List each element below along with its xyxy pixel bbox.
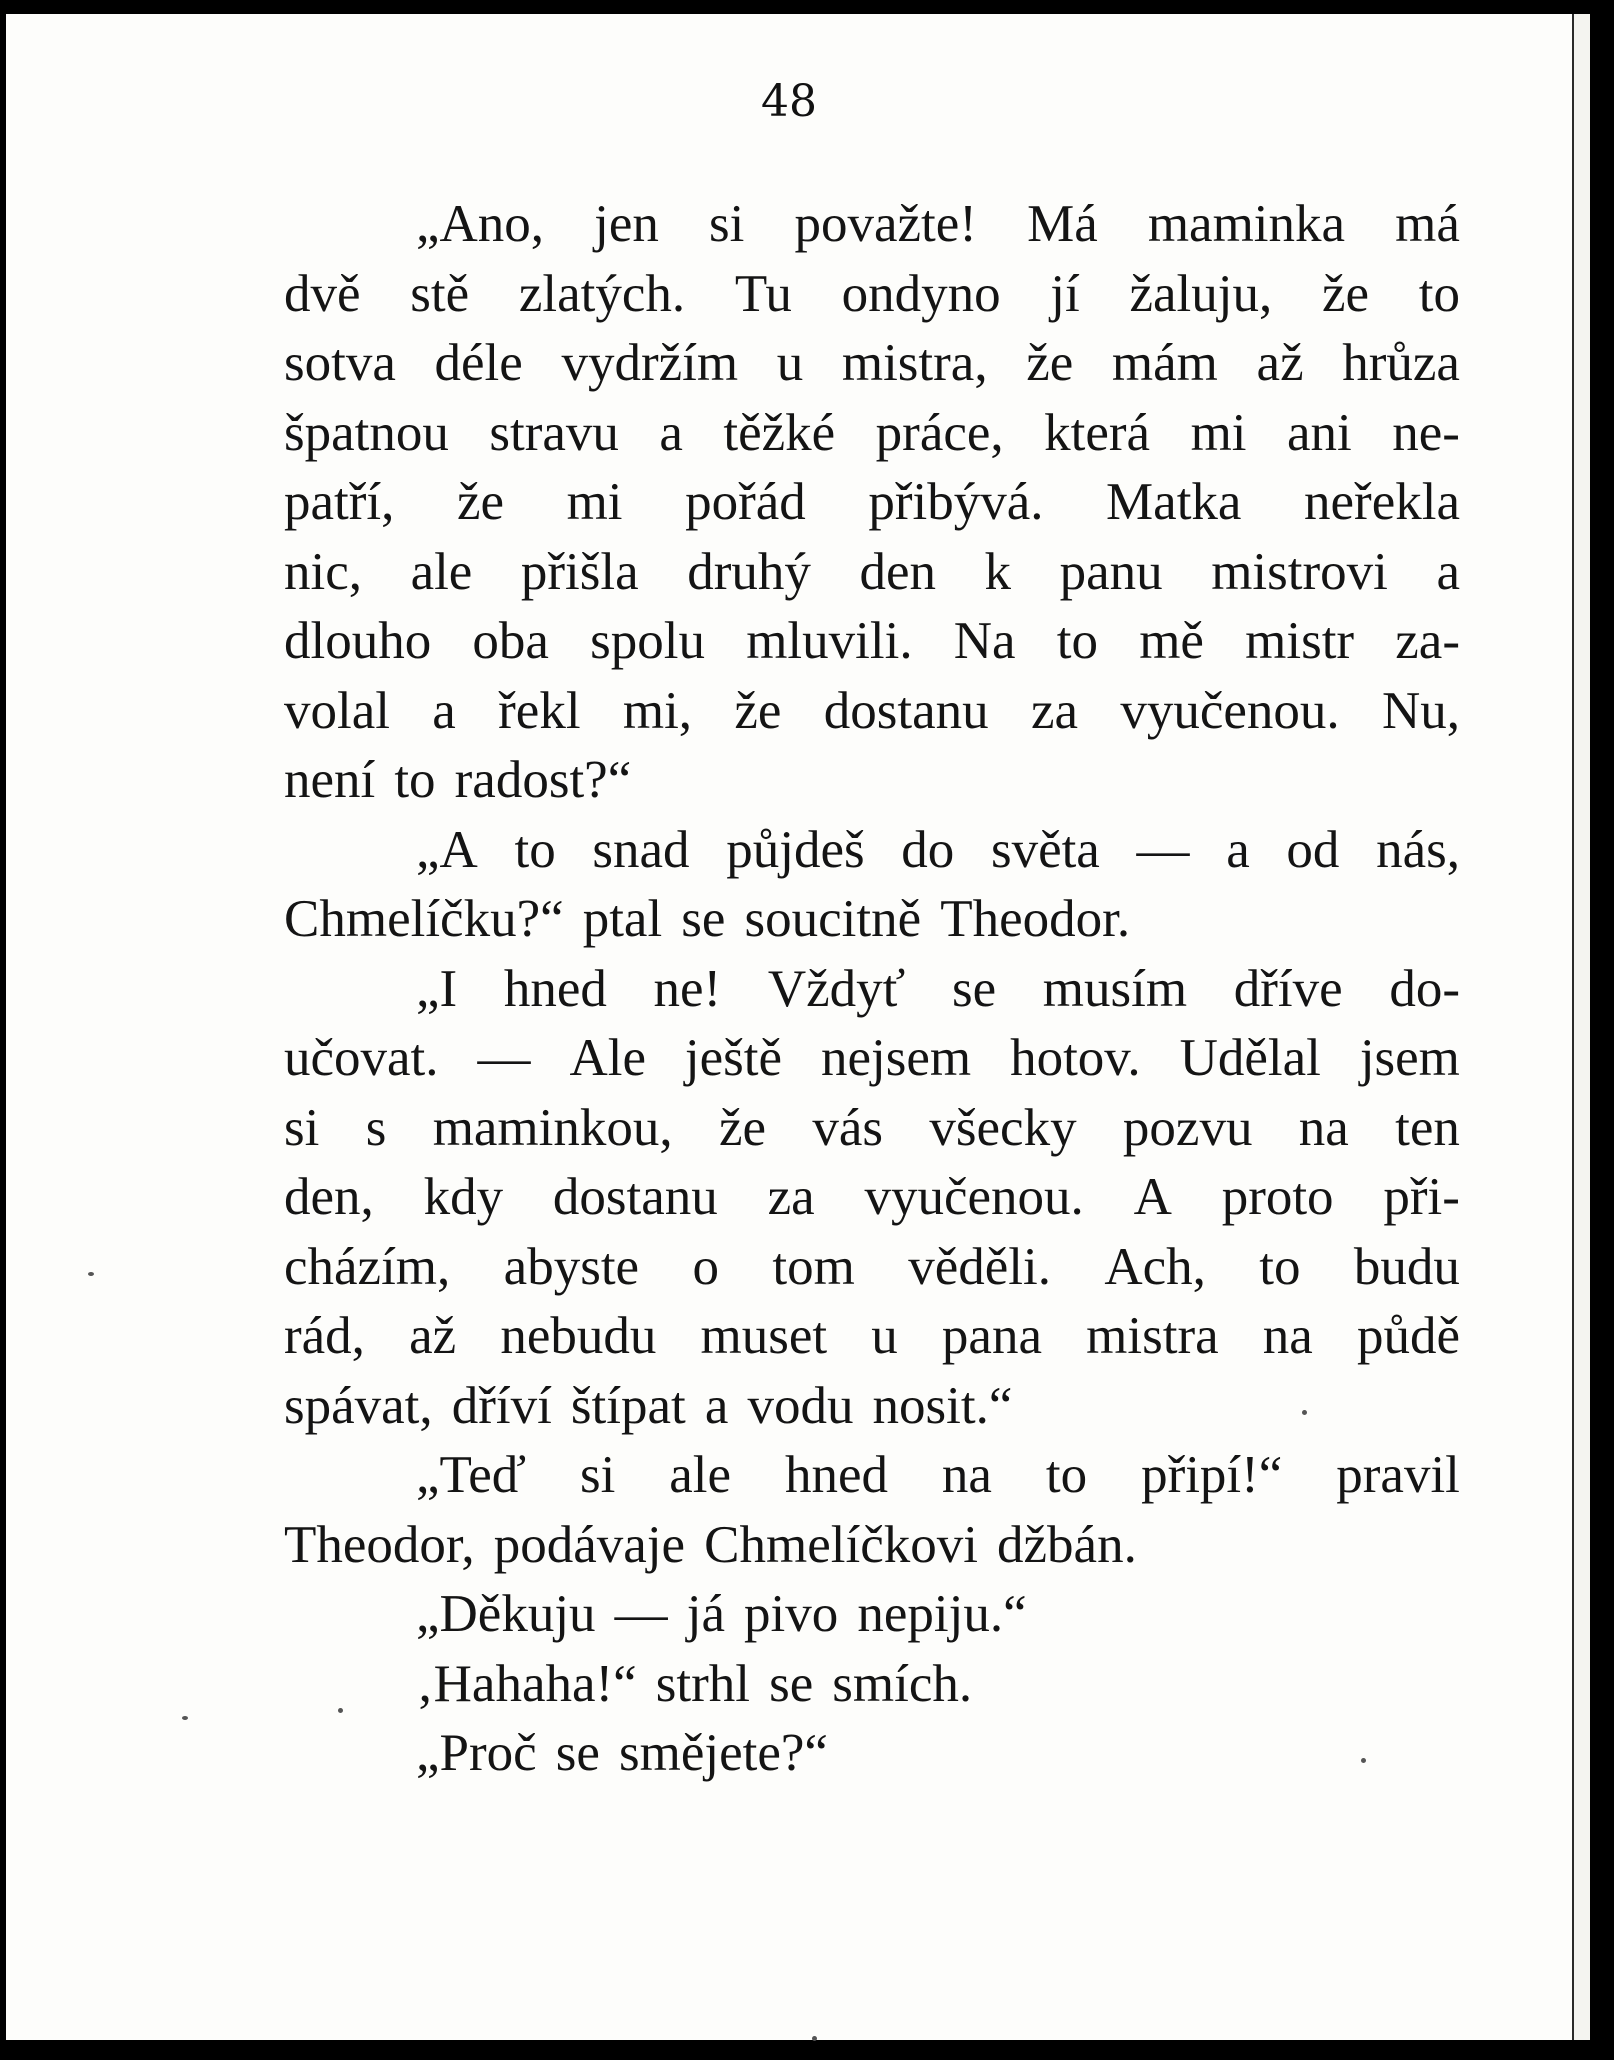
word: řekl: [498, 681, 581, 740]
word: ani: [1287, 403, 1352, 462]
body-text: [284, 190, 1460, 1789]
text-line: [284, 746, 1460, 816]
word: to: [1418, 264, 1460, 323]
word: radost?“: [454, 751, 632, 809]
scan-speck: [1302, 1410, 1307, 1415]
word: nás,: [1376, 820, 1460, 879]
word: „Proč: [416, 1724, 537, 1782]
word: že: [718, 1098, 767, 1157]
word: strhl: [655, 1654, 750, 1713]
word: ondyno: [841, 264, 1001, 323]
word: dříve: [1233, 959, 1343, 1018]
word: pozvu: [1122, 1098, 1253, 1157]
word: „Ano,: [416, 195, 545, 253]
word: půjdeš: [726, 820, 865, 879]
word: ne!: [653, 959, 722, 1018]
word: za-: [1395, 612, 1460, 670]
word: do: [901, 820, 955, 879]
word: musím: [1042, 959, 1188, 1018]
word: déle: [434, 334, 523, 392]
word: vás: [812, 1098, 884, 1157]
text-line: [284, 816, 1460, 886]
text-line: [284, 468, 1460, 538]
book-page: [6, 14, 1572, 2040]
word: a: [704, 1376, 729, 1435]
page-number: 48: [761, 76, 817, 127]
word: rád,: [284, 1307, 365, 1365]
word: „Děkuju: [416, 1585, 596, 1643]
word: že: [1026, 334, 1074, 392]
word: pana: [941, 1307, 1042, 1365]
text-line: [284, 1441, 1460, 1511]
word: jsem: [1359, 1029, 1460, 1087]
word: nebudu: [500, 1307, 657, 1365]
word: hrůza: [1342, 334, 1460, 392]
word: mistra,: [841, 334, 988, 392]
word: stravu: [489, 403, 619, 462]
word: pivo: [744, 1585, 839, 1643]
word: —: [477, 1029, 531, 1087]
word: se: [769, 1654, 814, 1713]
word: sotva: [284, 334, 396, 392]
word: ještě: [684, 1029, 783, 1087]
text-line: [284, 1024, 1460, 1094]
word: přibývá.: [868, 473, 1044, 531]
scan-speck: [88, 1272, 94, 1276]
word: na: [941, 1446, 992, 1504]
word: A: [1133, 1168, 1172, 1226]
word: až: [1256, 334, 1304, 392]
text-line: [284, 1719, 1460, 1789]
word: Matka: [1106, 473, 1242, 531]
word: Theodor,: [284, 1515, 475, 1574]
word: dvě: [284, 264, 361, 323]
text-line: [284, 1094, 1460, 1164]
text-line: [284, 1372, 1460, 1442]
scan-speck: [812, 2036, 817, 2041]
word: „A: [416, 820, 478, 879]
word: panu: [1059, 542, 1163, 601]
word: —: [614, 1585, 668, 1643]
word: těžké: [723, 403, 836, 462]
word: žaluju,: [1129, 264, 1273, 323]
word: maminkou,: [432, 1098, 673, 1157]
word: má: [1395, 195, 1460, 253]
word: až: [409, 1307, 457, 1365]
word: vodu: [747, 1376, 854, 1435]
word: že: [456, 473, 504, 531]
word: to: [514, 820, 556, 879]
word: Vždyť: [767, 959, 906, 1018]
word: štípat: [570, 1376, 686, 1435]
word: nepiju.“: [857, 1585, 1027, 1643]
word: jí: [1050, 264, 1080, 323]
word: na: [1262, 1307, 1313, 1365]
word: půdě: [1356, 1307, 1460, 1365]
word: dostanu: [823, 681, 989, 740]
word: mistrovi: [1211, 542, 1388, 601]
text-line: [284, 885, 1460, 955]
word: se: [555, 1724, 600, 1782]
word: ne-: [1392, 403, 1460, 462]
text-line: [284, 1233, 1460, 1303]
word: Tu: [734, 264, 792, 323]
word: připí!“: [1141, 1446, 1283, 1504]
word: mi,: [622, 681, 693, 740]
word: u: [871, 1307, 898, 1365]
word: pořád: [685, 473, 806, 531]
word: mi: [1190, 403, 1247, 462]
word: se: [681, 890, 726, 948]
text-line: [284, 399, 1460, 469]
page-edge: [1572, 14, 1590, 2040]
text-line: [284, 190, 1460, 260]
text-line: [284, 1650, 1460, 1720]
word: to: [394, 751, 436, 809]
word: nosit.“: [872, 1376, 1013, 1435]
word: „I: [416, 959, 458, 1018]
word: pravil: [1336, 1446, 1460, 1504]
word: —: [1136, 820, 1190, 879]
word: abyste: [503, 1237, 640, 1296]
word: Ach,: [1104, 1237, 1206, 1296]
word: se: [951, 959, 997, 1018]
word: od: [1286, 820, 1340, 879]
word: mluvili.: [746, 612, 913, 670]
word: to: [1045, 1446, 1088, 1504]
word: a: [1226, 820, 1250, 879]
word: na: [1298, 1098, 1349, 1157]
text-line: [284, 677, 1460, 747]
word: dříví: [451, 1376, 552, 1435]
word: vydržím: [561, 334, 739, 392]
word: dlouho: [284, 612, 432, 670]
word: spávat,: [284, 1376, 433, 1435]
word: podávaje: [493, 1515, 686, 1574]
word: a: [432, 681, 456, 740]
word: smějete?“: [619, 1724, 828, 1782]
word: do-: [1389, 959, 1460, 1018]
text-line: [284, 329, 1460, 399]
word: mistra: [1086, 1307, 1219, 1365]
scan-speck: [1361, 1758, 1366, 1763]
text-line: [284, 538, 1460, 608]
word: Má: [1027, 195, 1098, 253]
word: zlatých.: [518, 264, 686, 323]
word: a: [659, 403, 683, 462]
word: o: [692, 1237, 719, 1296]
word: spolu: [590, 612, 705, 670]
word: Ale: [569, 1029, 646, 1087]
word: mám: [1111, 334, 1218, 392]
word: Theodor.: [940, 890, 1131, 948]
word: si: [709, 195, 745, 253]
word: s: [365, 1098, 387, 1157]
word: budu: [1353, 1237, 1460, 1296]
word: mi: [566, 473, 623, 531]
word: při-: [1383, 1168, 1460, 1226]
word: považte!: [794, 195, 977, 253]
word: muset: [700, 1307, 828, 1365]
word: učovat.: [284, 1029, 439, 1087]
scan-speck: [182, 1716, 188, 1720]
word: ale: [669, 1446, 732, 1504]
word: snad: [592, 820, 690, 879]
word: smích.: [832, 1654, 973, 1713]
text-line: [284, 1163, 1460, 1233]
text-line: [284, 1580, 1460, 1650]
word: ptal: [582, 890, 663, 948]
word: dostanu: [552, 1168, 718, 1226]
word: práce,: [875, 403, 1004, 462]
word: oba: [472, 612, 549, 670]
word: že: [734, 681, 782, 740]
word: džbán.: [997, 1515, 1137, 1574]
word: u: [776, 334, 804, 392]
word: nic,: [284, 542, 362, 601]
word: hned: [784, 1446, 888, 1504]
word: a: [1436, 542, 1460, 601]
text-line: [284, 1302, 1460, 1372]
word: mistr: [1245, 612, 1355, 670]
word: cházím,: [284, 1237, 451, 1296]
word: všecky: [929, 1098, 1077, 1157]
word: špatnou: [284, 403, 449, 462]
word: vyučenou.: [864, 1168, 1084, 1226]
word: že: [1321, 264, 1369, 323]
word: proto: [1221, 1168, 1334, 1226]
word: jen: [594, 195, 659, 253]
word: která: [1044, 403, 1151, 462]
word: si: [579, 1446, 616, 1504]
word: neřekla: [1304, 473, 1460, 531]
word: Na: [953, 612, 1016, 670]
text-line: [284, 607, 1460, 677]
word: kdy: [423, 1168, 504, 1226]
word: světa: [990, 820, 1100, 879]
word: Chmelíčkovi: [704, 1515, 978, 1574]
word: přišla: [520, 542, 639, 601]
word: Nu,: [1381, 681, 1460, 740]
word: Udělal: [1179, 1029, 1321, 1087]
word: ale: [410, 542, 473, 601]
word: já: [686, 1585, 725, 1643]
word: soucitně: [744, 890, 922, 948]
word: den,: [284, 1168, 374, 1226]
word: „Teď: [416, 1446, 526, 1504]
word: ten: [1395, 1098, 1460, 1157]
word: za: [767, 1168, 815, 1226]
text-line: [284, 260, 1460, 330]
word: není: [284, 751, 376, 809]
word: tom: [772, 1237, 855, 1296]
word: stě: [410, 264, 470, 323]
word: to: [1056, 612, 1098, 670]
text-line: [284, 1511, 1460, 1581]
word: maminka: [1147, 195, 1346, 253]
scan-speck: [338, 1708, 343, 1713]
word: volal: [284, 681, 390, 740]
word: druhý: [687, 542, 811, 601]
word: mě: [1139, 612, 1204, 670]
word: ‚Hahaha!“: [416, 1654, 637, 1713]
word: den: [859, 542, 936, 601]
word: Chmelíčku?“: [284, 890, 564, 948]
word: věděli.: [908, 1237, 1051, 1296]
word: si: [284, 1098, 320, 1157]
word: hotov.: [1010, 1029, 1141, 1087]
word: k: [984, 542, 1012, 601]
word: to: [1259, 1237, 1301, 1296]
word: za: [1030, 681, 1078, 740]
word: hned: [503, 959, 607, 1018]
word: vyučenou.: [1120, 681, 1340, 740]
word: patří,: [284, 473, 395, 531]
word: nejsem: [821, 1029, 972, 1087]
text-line: [284, 955, 1460, 1025]
